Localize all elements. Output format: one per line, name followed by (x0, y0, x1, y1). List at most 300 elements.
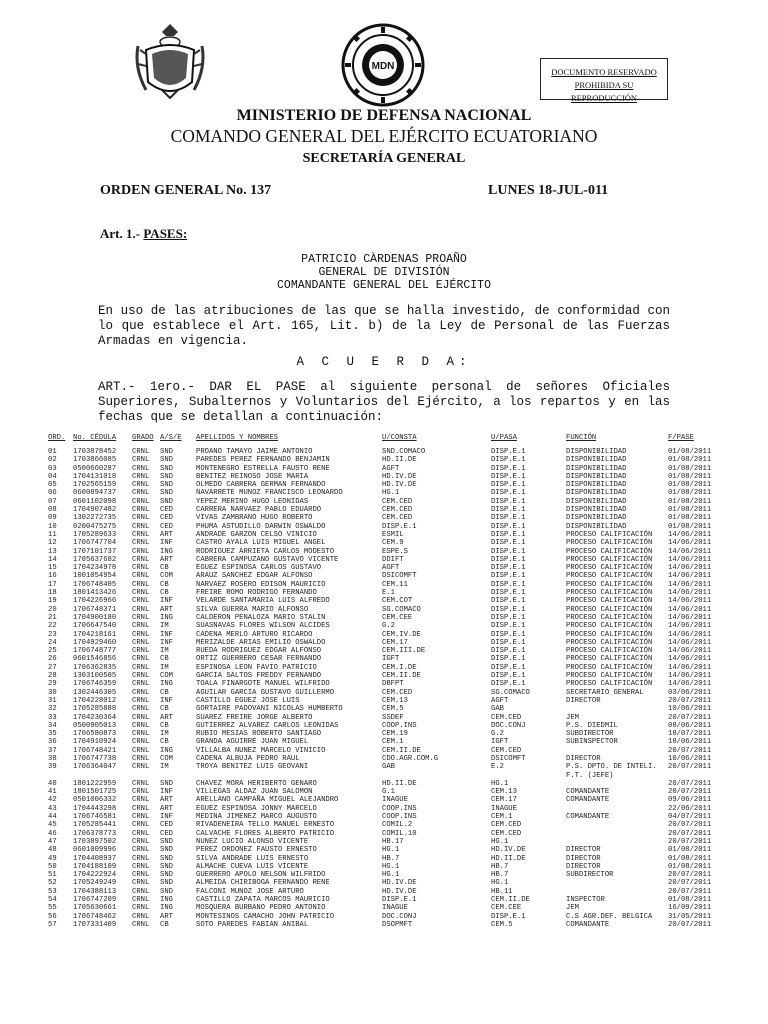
cell-ase: CED (160, 829, 173, 838)
cell-grado: CRNL (132, 539, 150, 548)
cell-nombres: NAVARRETE MUNOZ FRANCISCO LEONARDO (196, 489, 343, 498)
cell-nombres: ESPINOSA LEON FAVIO PATRICIO (196, 663, 317, 672)
cell-cedula: 0600894737 (73, 489, 117, 498)
order-date: LUNES 18-JUL-011 (488, 183, 609, 198)
cell-uconsta: DBFPT (382, 680, 404, 689)
cell-cedula: 1704900180 (73, 613, 117, 622)
cell-upasa: DISP.E.1 (491, 613, 526, 622)
cell-upasa: DISP.E.1 (491, 514, 526, 523)
table-row (48, 597, 712, 606)
cell-ord: 05 (48, 481, 57, 490)
cell-ase: ART (160, 912, 173, 921)
cell-funcion: PROCESO CALIFICACIÓN (566, 597, 653, 606)
cell-nombres: CABRERA CAMPUZANO GUSTAVO VICENTE (196, 555, 339, 564)
cell-nombres: EGUEZ ESPINOSA CARLOS GUSTAVO (196, 564, 322, 573)
table-row (48, 448, 712, 456)
header-nombres: APELLIDOS Y NOMBRES (196, 434, 278, 442)
header-funcion: FUNCIÓN (566, 434, 597, 442)
cell-ord: 12 (48, 539, 57, 548)
cell-ase: SND (160, 862, 173, 871)
cell-ase: ART (160, 555, 173, 564)
cell-fpase: 01/08/2011 (668, 854, 712, 863)
cell-upasa: SG.COMACO (491, 688, 530, 697)
cell-fpase: 14/06/2011 (668, 572, 712, 581)
cell-uconsta: HD.IV.DE (382, 481, 417, 490)
cell-ord: 41 (48, 788, 57, 797)
cell-funcion: PROCESO CALIFICACIÓN (566, 672, 653, 681)
cell-fpase: 01/08/2011 (668, 522, 712, 531)
cell-cedula: 1706748371 (73, 605, 117, 614)
cell-upasa: DISP.E.1 (491, 530, 526, 539)
cell-ord: 28 (48, 672, 57, 681)
cell-upasa: DISP.E.1 (491, 638, 526, 647)
cell-ord: 09 (48, 514, 57, 523)
cell-funcion: DIRECTOR (566, 854, 601, 863)
cell-ord: 39 (48, 763, 57, 772)
cell-cedula: 1705249249 (73, 879, 117, 888)
cell-ase: SND (160, 846, 173, 855)
table-row (48, 622, 712, 631)
cell-upasa: HD.IV.DE (491, 846, 526, 855)
cell-uconsta: COOP.INS (382, 721, 417, 730)
cell-nombres: RUEDA RODRIGUEZ EDGAR ALFONSO (196, 647, 322, 656)
cell-upasa: G.2 (491, 730, 504, 739)
table-row (48, 754, 712, 763)
cell-upasa: CEM.CED (491, 713, 522, 722)
cell-nombres: MEDINA JIMENEZ MARCO AUGUSTO (196, 813, 317, 822)
ministry-seal-emblem (340, 22, 426, 108)
article-title: PASES: (143, 226, 188, 241)
cell-ord: 29 (48, 680, 57, 689)
cell-fpase: 08/06/2011 (668, 721, 712, 730)
cell-fpase: 14/06/2011 (668, 564, 712, 573)
authority-title: COMANDANTE GENERAL DEL EJÉRCITO (277, 279, 491, 292)
cell-ord: 49 (48, 854, 57, 863)
cell-upasa: DISP.E.1 (491, 472, 526, 481)
cell-fpase: 14/06/2011 (668, 663, 712, 672)
table-row (48, 871, 712, 880)
cell-fpase: 20/07/2011 (668, 821, 712, 830)
cell-ord: 35 (48, 730, 57, 739)
cell-ase: SND (160, 472, 173, 481)
cell-uconsta: COOP.INS (382, 804, 417, 813)
cell-grado: CRNL (132, 846, 150, 855)
cell-grado: CRNL (132, 589, 150, 598)
cell-upasa: DISP.E.1 (491, 912, 526, 921)
cell-ase: INF (160, 788, 173, 797)
cell-grado: CRNL (132, 613, 150, 622)
cell-upasa: CEM.17 (491, 796, 517, 805)
cell-funcion: PROCESO CALIFICACIÓN (566, 555, 653, 564)
cell-cedula: 1704929460 (73, 638, 117, 647)
table-row (48, 721, 712, 730)
cell-cedula: 1303100505 (73, 672, 117, 681)
cell-uconsta: SG.COMACO (382, 605, 421, 614)
cell-cedula: 1707101737 (73, 547, 117, 556)
cell-grado: CRNL (132, 630, 150, 639)
cell-grado: CRNL (132, 481, 150, 490)
cell-nombres: ARELLANO CAMPAÑA MIGUEL ALEJANDRO (196, 796, 339, 805)
cell-nombres: BENITEZ REINOSO JOSE MARIA (196, 472, 309, 481)
table-row (48, 746, 712, 755)
cell-upasa: DISP.E.1 (491, 497, 526, 506)
cell-fpase: 01/08/2011 (668, 497, 712, 506)
cell-upasa: CEM.1 (491, 813, 513, 822)
cell-cedula: 1706746581 (73, 813, 117, 822)
cell-uconsta: HD.II.DE (382, 779, 417, 788)
cell-grado: CRNL (132, 672, 150, 681)
cell-ase: IM (160, 647, 169, 656)
cell-cedula: 1704408937 (73, 854, 117, 863)
stamp-line-1: DOCUMENTO RESERVADO (551, 67, 657, 77)
cell-funcion: DIRECTOR (566, 696, 601, 705)
cell-fpase: 16/09/2011 (668, 904, 712, 913)
cell-nombres: GUTIERREZ ALVAREZ CARLOS LEONIDAS (196, 721, 339, 730)
cell-ase: COM (160, 572, 173, 581)
table-row (48, 846, 712, 855)
cell-uconsta: CEM.III.DE (382, 647, 426, 656)
cell-nombres: ANDRADE GARZON CELSO VINICIO (196, 530, 317, 539)
cell-uconsta: DSOPMFT (382, 920, 413, 929)
cell-ord: 57 (48, 920, 57, 929)
cell-uconsta: HG.1 (382, 862, 400, 871)
header-ase: A/S/E (160, 434, 182, 442)
cell-fpase: 14/06/2011 (668, 547, 712, 556)
table-row (48, 829, 712, 838)
cell-funcion: PROCESO CALIFICACIÓN (566, 622, 653, 631)
cell-uconsta: CEM.COT (382, 597, 413, 606)
cell-ase: SND (160, 837, 173, 846)
cell-ase: SND (160, 871, 173, 880)
cell-grado: CRNL (132, 663, 150, 672)
cell-fpase: 14/06/2011 (668, 655, 712, 664)
cell-ase: IM (160, 730, 169, 739)
cell-nombres: CARRERA NARVAEZ PABLO EDUARDO (196, 506, 322, 515)
cell-fpase: 01/08/2011 (668, 506, 712, 515)
table-row (48, 920, 712, 929)
cell-cedula: 0601546856 (73, 655, 117, 664)
cell-ase: SND (160, 481, 173, 490)
table-row (48, 713, 712, 722)
cell-nombres: VIVAS ZAMBRANO HUGO ROBERTO (196, 514, 313, 523)
cell-ord: 33 (48, 713, 57, 722)
cell-ase: ING (160, 746, 173, 755)
cell-nombres: CASTILLO ZAPATA MARCOS MAURICIO (196, 896, 330, 905)
cell-fpase: 18/06/2011 (668, 738, 712, 747)
cell-cedula: 1704907482 (73, 506, 117, 515)
article-heading (100, 226, 187, 242)
cell-cedula: 1801222959 (73, 779, 117, 788)
cell-funcion: PROCESO CALIFICACIÓN (566, 572, 653, 581)
cell-uconsta: CEM.19 (382, 730, 408, 739)
table-row (48, 813, 712, 822)
table-row (48, 580, 712, 589)
table-row (48, 655, 712, 664)
cell-nombres: SILVA GUERRA MARIO ALFONSO (196, 605, 309, 614)
cell-fpase: 14/06/2011 (668, 555, 712, 564)
table-row (48, 912, 712, 921)
cell-funcion: PROCESO CALIFICACIÓN (566, 539, 653, 548)
table-row (48, 696, 712, 705)
cell-fpase: 20/07/2011 (668, 871, 712, 880)
cell-grado: CRNL (132, 854, 150, 863)
cell-grado: CRNL (132, 489, 150, 498)
cell-ase: INF (160, 630, 173, 639)
table-row (48, 705, 712, 714)
cell-grado: CRNL (132, 580, 150, 589)
header-grado: GRADO (132, 434, 154, 442)
table-row (48, 738, 712, 747)
cell-ase: ING (160, 896, 173, 905)
cell-nombres: RODRIGUEZ ARRIETA CARLOS MODESTO (196, 547, 335, 556)
cell-grado: CRNL (132, 597, 150, 606)
cell-grado: CRNL (132, 788, 150, 797)
cell-cedula: 1705285441 (73, 821, 117, 830)
cell-cedula: 1703866085 (73, 456, 117, 465)
cell-ase: CB (160, 564, 169, 573)
table-row (48, 638, 712, 647)
transfers-table (48, 433, 712, 929)
cell-fpase: 01/08/2011 (668, 846, 712, 855)
cell-cedula: 1706747738 (73, 754, 117, 763)
table-row (48, 456, 712, 465)
cell-upasa: IGFT (491, 738, 509, 747)
intro-paragraph: En uso de las atribuciones de las que se halla investido, de conformidad con lo que establece el Art. 165, Lit. b) de la Ley de Personal de las Fuerzas Armadas en vigencia. (98, 304, 670, 348)
cell-ase: CB (160, 721, 169, 730)
table-row (48, 613, 712, 622)
cell-funcion: DISPONIBILIDAD (566, 489, 627, 498)
cell-cedula: 1704230364 (73, 713, 117, 722)
cell-ase: INF (160, 597, 173, 606)
cell-funcion: DISPONIBILIDAD (566, 464, 627, 473)
cell-fpase: 22/06/2011 (668, 804, 712, 813)
cell-ase: SND (160, 464, 173, 473)
cell-uconsta: INAGUE (382, 796, 408, 805)
cell-cedula: 0200475275 (73, 522, 117, 531)
cell-nombres: RIVADENEIRA TELLO MANUEL ERNESTO (196, 821, 335, 830)
cell-ase: CB (160, 920, 169, 929)
cell-nombres: NUNEZ LUCIO ALONSO VICENTE (196, 837, 309, 846)
cell-cedula: 1706747209 (73, 896, 117, 905)
cell-nombres: YEPEZ MERINO HUGO LEONIDAS (196, 497, 309, 506)
secretariat-title: SECRETARÍA GENERAL (302, 151, 466, 166)
cell-nombres: SUASNAVAS FLORES WILSON ALCIDES (196, 622, 330, 631)
header-fpase: F/PASE (668, 434, 694, 442)
cell-grado: CRNL (132, 813, 150, 822)
table-row (48, 663, 712, 672)
cell-upasa: CEM.CED (491, 746, 522, 755)
cell-nombres: TOALA FINARGOTE MANUEL WILFRIDO (196, 680, 330, 689)
cell-uconsta: INAGUE (382, 904, 408, 913)
table-row (48, 605, 712, 614)
cell-ase: ING (160, 547, 173, 556)
cell-cedula: 1705289633 (73, 530, 117, 539)
cell-upasa: DISP.E.1 (491, 555, 526, 564)
cell-nombres: PROANO TAMAYO JAIME ANTONIO (196, 448, 313, 456)
cell-grado: CRNL (132, 887, 150, 896)
cell-fpase: 04/07/2011 (668, 813, 712, 822)
table-header-row (48, 433, 708, 443)
cell-ord: 31 (48, 696, 57, 705)
cell-grado: CRNL (132, 705, 150, 714)
cell-fpase: 01/08/2011 (668, 489, 712, 498)
cell-funcion: PROCESO CALIFICACIÓN (566, 613, 653, 622)
table-row (48, 904, 712, 913)
table-row (48, 489, 712, 498)
cell-ase: ING (160, 613, 173, 622)
cell-uconsta: E.1 (382, 589, 395, 598)
cell-cedula: 1703897502 (73, 837, 117, 846)
cell-grado: CRNL (132, 547, 150, 556)
cell-ord: 15 (48, 564, 57, 573)
cell-ord: 45 (48, 821, 57, 830)
cell-cedula: 1705637682 (73, 555, 117, 564)
cell-cedula: 1302446305 (73, 688, 117, 697)
cell-ase: CB (160, 688, 169, 697)
cell-funcion: DISPONIBILIDAD (566, 481, 627, 490)
table-row (48, 796, 712, 805)
cell-ase: CED (160, 514, 173, 523)
cell-fpase: 20/07/2011 (668, 837, 712, 846)
cell-fpase: 20/07/2011 (668, 920, 712, 929)
cell-cedula: 1703878452 (73, 448, 117, 456)
cell-ord: 34 (48, 721, 57, 730)
cell-uconsta: CEM.IV.DE (382, 630, 421, 639)
cell-nombres: GORTAIRE PADOVANI NICOLAS HUMBERTO (196, 705, 343, 714)
cell-uconsta: SND.COMACO (382, 448, 426, 456)
cell-uconsta: CEM.CED (382, 514, 413, 523)
table-row (48, 680, 712, 689)
cell-fpase: 20/07/2011 (668, 879, 712, 888)
table-row (48, 539, 712, 548)
cell-ase: SND (160, 497, 173, 506)
cell-upasa: CEM.5 (491, 920, 513, 929)
table-body (48, 448, 712, 929)
cell-ase: CED (160, 506, 173, 515)
table-row (48, 879, 712, 888)
cell-fpase: 18/07/2011 (668, 730, 712, 739)
cell-funcion: PROCESO CALIFICACIÓN (566, 630, 653, 639)
cell-fpase: 14/06/2011 (668, 638, 712, 647)
cell-ord: 36 (48, 738, 57, 747)
cell-ord: 11 (48, 530, 57, 539)
cell-uconsta: HG.1 (382, 846, 400, 855)
table-row (48, 688, 712, 697)
cell-grado: CRNL (132, 464, 150, 473)
table-row (48, 522, 712, 531)
cell-uconsta: CEM.13 (382, 696, 408, 705)
cell-nombres: CADENA ALBUJA PEDRO RAUL (196, 754, 300, 763)
cell-grado: CRNL (132, 680, 150, 689)
cell-grado: CRNL (132, 837, 150, 846)
cell-ord: 44 (48, 813, 57, 822)
cell-uconsta: G.2 (382, 622, 395, 631)
cell-ase: IM (160, 663, 169, 672)
cell-cedula: 1706747704 (73, 539, 117, 548)
cell-ord: 32 (48, 705, 57, 714)
table-row (48, 763, 712, 780)
cell-uconsta: HD.IV.DE (382, 879, 417, 888)
cell-ord: 50 (48, 862, 57, 871)
cell-uconsta: CEM.CED (382, 497, 413, 506)
cell-nombres: ALMACHE CUEVA LUIS VICENTE (196, 862, 309, 871)
cell-upasa: HD.II.DE (491, 854, 526, 863)
table-row (48, 730, 712, 739)
cell-upasa: DISP.E.1 (491, 680, 526, 689)
cell-ase: INF (160, 696, 173, 705)
cell-upasa: DISP.E.1 (491, 456, 526, 465)
cell-uconsta: DOC.CONJ (382, 912, 417, 921)
cell-cedula: 1302272735 (73, 514, 117, 523)
cell-cedula: 1704443298 (73, 804, 117, 813)
cell-fpase: 01/08/2011 (668, 481, 712, 490)
cell-fpase: 14/06/2011 (668, 630, 712, 639)
table-row (48, 887, 712, 896)
table-row (48, 572, 712, 581)
cell-cedula: 1704226966 (73, 597, 117, 606)
cell-cedula: 1706378773 (73, 829, 117, 838)
cell-nombres: PHUMA ASTUDILLO DARWIN OSWALDO (196, 522, 326, 531)
cell-ord: 13 (48, 547, 57, 556)
table-row (48, 506, 712, 515)
cell-ord: 14 (48, 555, 57, 564)
cell-upasa: DSICOMFT (491, 754, 526, 763)
cell-fpase: 31/05/2011 (668, 912, 712, 921)
cell-nombres: AGUILAR GARCIA GUSTAVO GUILLERMO (196, 688, 335, 697)
cell-grado: CRNL (132, 738, 150, 747)
cell-uconsta: HD.II.DE (382, 456, 417, 465)
cell-grado: CRNL (132, 555, 150, 564)
cell-upasa: DOC.CONJ (491, 721, 526, 730)
cell-grado: CRNL (132, 779, 150, 788)
cell-cedula: 1704188109 (73, 862, 117, 871)
cell-cedula: 0500905013 (73, 721, 117, 730)
cell-funcion: INSPECTOR (566, 896, 605, 905)
cell-cedula: 1704131018 (73, 472, 117, 481)
cell-ord: 53 (48, 887, 57, 896)
table-row (48, 464, 712, 473)
cell-fpase: 10/06/2011 (668, 705, 712, 714)
cell-ase: INF (160, 813, 173, 822)
cell-upasa: DISP.E.1 (491, 547, 526, 556)
cell-ord: 01 (48, 448, 57, 456)
cell-uconsta: ESMIL (382, 530, 404, 539)
cell-upasa: DISP.E.1 (491, 448, 526, 456)
cell-ord: 02 (48, 456, 57, 465)
cell-fpase: 09/06/2011 (668, 796, 712, 805)
cell-nombres: ARAUZ SANCHEZ EDGAR ALFONSO (196, 572, 313, 581)
cell-ase: SND (160, 854, 173, 863)
cell-grado: CRNL (132, 688, 150, 697)
cell-funcion: PROCESO CALIFICACIÓN (566, 547, 653, 556)
cell-nombres: OLMEDO CABRERA GERMAN FERNANDO (196, 481, 326, 490)
cell-upasa: DISP.E.1 (491, 580, 526, 589)
cell-uconsta: CEM.9 (382, 539, 404, 548)
cell-upasa: CEM.13 (491, 788, 517, 797)
cell-ase: ING (160, 680, 173, 689)
cell-cedula: 1702565159 (73, 481, 117, 490)
cell-nombres: CHAVEZ MORA HERIBERTO GENARO (196, 779, 317, 788)
cell-upasa: HG.1 (491, 779, 509, 788)
command-title: COMANDO GENERAL DEL EJÉRCITO ECUATORIANO (170, 126, 598, 146)
cell-ord: 54 (48, 896, 57, 905)
cell-funcion: COMANDANTE (566, 788, 610, 797)
cell-uconsta: HB.17 (382, 837, 404, 846)
cell-upasa: GAB (491, 705, 504, 714)
table-row (48, 472, 712, 481)
table-row (48, 779, 712, 788)
cell-grado: CRNL (132, 456, 150, 465)
